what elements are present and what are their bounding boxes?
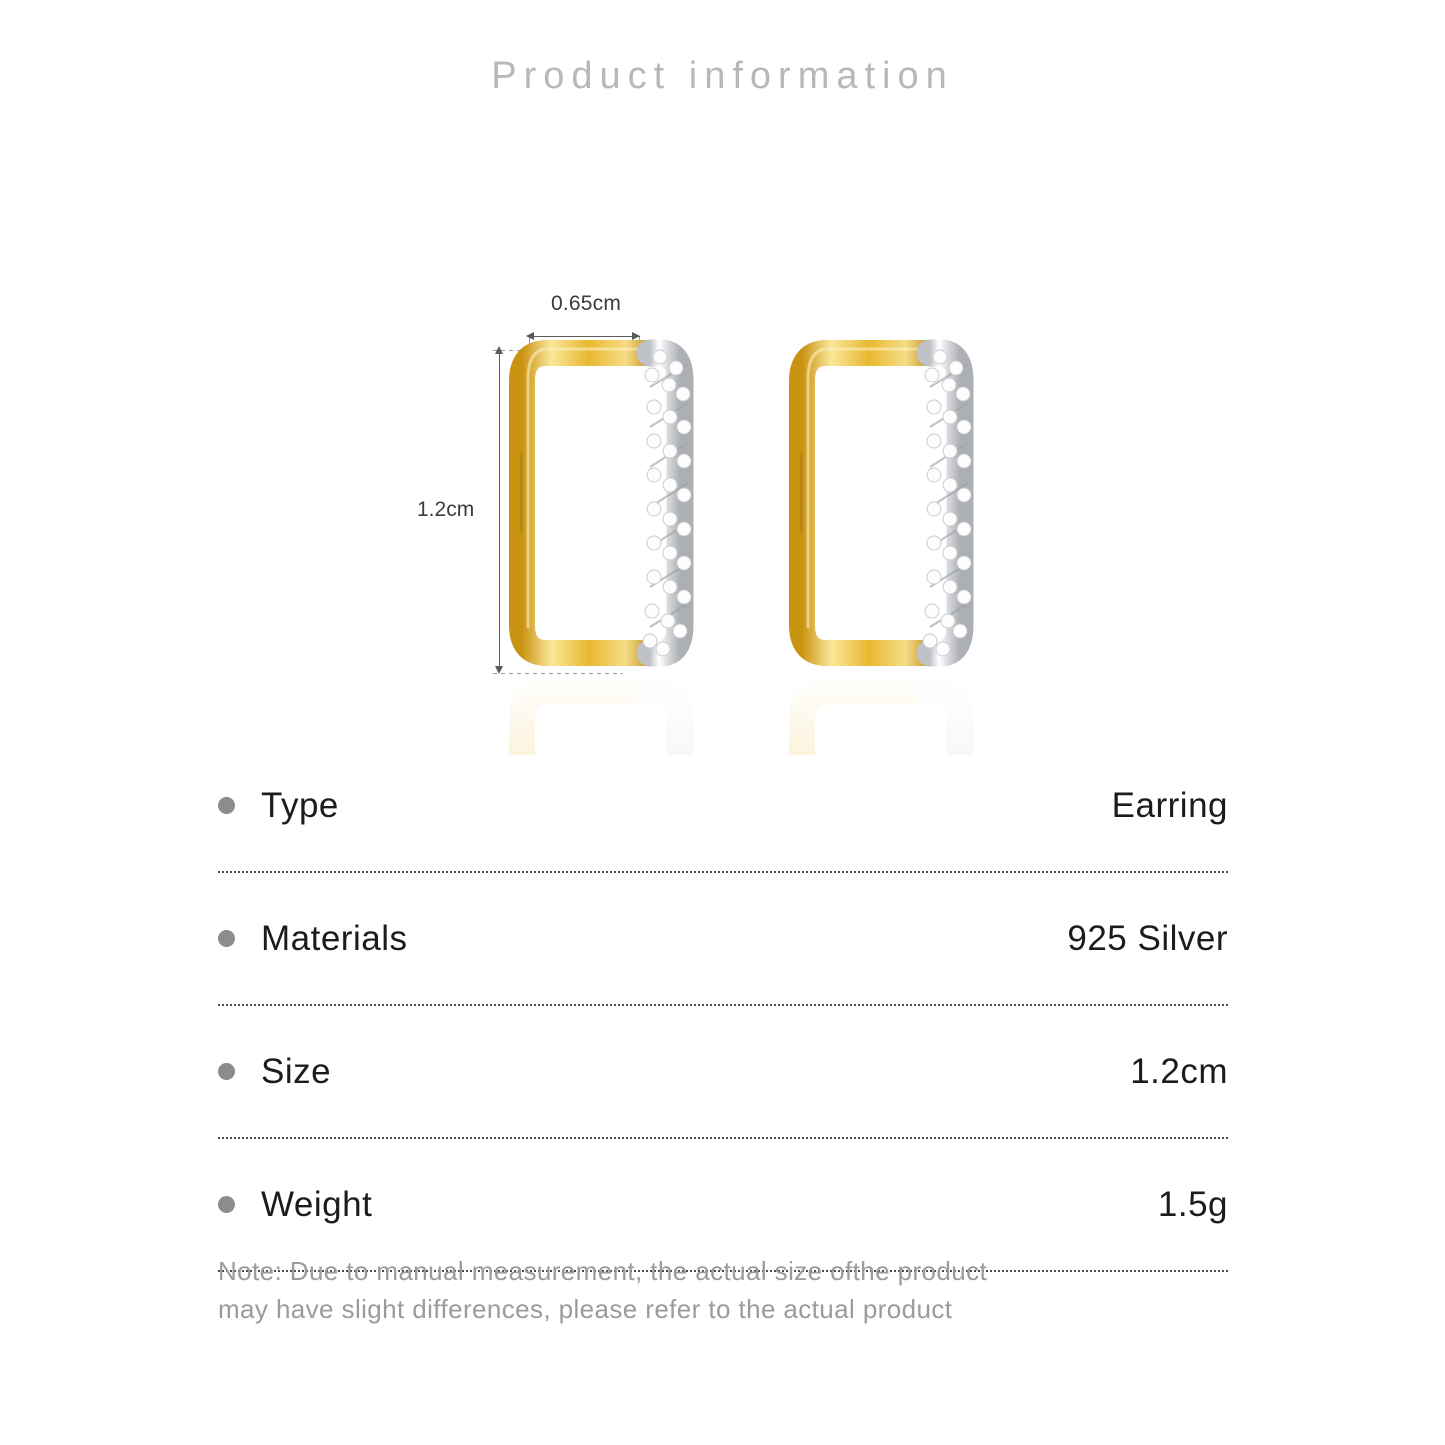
table-row	[218, 1006, 1228, 1139]
spec-label-type: Type	[261, 785, 339, 825]
height-dimension-label: 1.2cm	[417, 498, 475, 521]
spec-label-group	[218, 919, 407, 959]
note-line-2: may have slight differences, please refer to the actual product	[218, 1293, 953, 1324]
bullet-icon	[218, 797, 235, 814]
bullet-icon	[218, 1063, 235, 1080]
earring-left-image	[500, 335, 700, 675]
page-title: Product information	[491, 55, 954, 97]
product-diagram	[0, 140, 1445, 640]
bullet-icon	[218, 1196, 235, 1213]
spec-label-materials: Materials	[261, 918, 408, 958]
spec-label-group	[218, 1185, 372, 1225]
spec-label-group	[218, 786, 339, 826]
specifications-table	[218, 740, 1228, 1272]
spec-value-type: Earring	[1111, 785, 1228, 825]
table-row	[218, 873, 1228, 1006]
spec-value-weight: 1.5g	[1157, 1184, 1228, 1224]
bullet-icon	[218, 930, 235, 947]
spec-label-weight: Weight	[261, 1184, 373, 1224]
spec-value-materials: 925 Silver	[1067, 918, 1228, 958]
earring-right-image	[780, 335, 980, 675]
table-row	[218, 740, 1228, 873]
spec-value-size: 1.2cm	[1130, 1051, 1228, 1091]
measurement-note	[218, 1253, 1228, 1328]
width-dimension-label: 0.65cm	[551, 292, 622, 315]
spec-label-size: Size	[261, 1051, 332, 1091]
note-line-1: Note: Due to manual measurement, the actual size ofthe product	[218, 1256, 988, 1286]
spec-label-group	[218, 1052, 331, 1092]
